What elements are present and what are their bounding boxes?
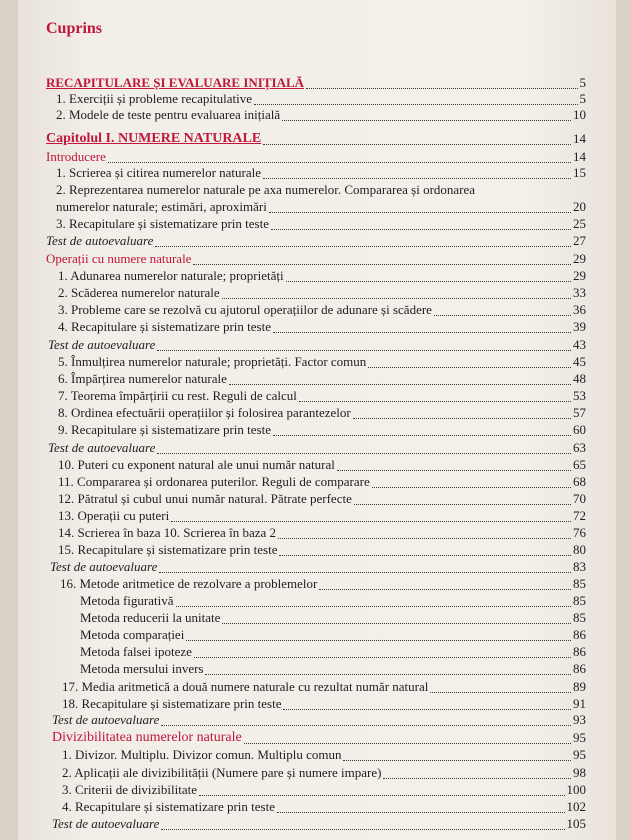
toc-entry-page-number: 76 xyxy=(573,525,586,540)
toc-entry-page-number: 53 xyxy=(573,388,586,403)
leader-dots xyxy=(269,198,571,213)
toc-entry-page-number: 14 xyxy=(573,149,586,164)
leader-dots xyxy=(273,318,571,333)
toc-entry-title: 17. Media aritmetică a două numere naturale cu rezultat număr natural xyxy=(62,679,429,694)
toc-entry xyxy=(0,711,610,729)
toc-entry-page-number: 29 xyxy=(573,268,586,283)
toc-entry-title: Test de autoevaluare xyxy=(48,337,156,352)
leader-dots xyxy=(186,626,571,641)
toc-entry-title: Test de autoevaluare xyxy=(46,233,154,248)
toc-entry-page-number: 86 xyxy=(573,661,586,676)
leader-dots xyxy=(306,74,577,89)
leader-dots xyxy=(155,232,571,247)
toc-entry xyxy=(0,301,610,319)
leader-dots xyxy=(161,815,564,830)
toc-entry-title: 11. Compararea și ordonarea puterilor. Reguli de comparare xyxy=(58,474,370,489)
toc-entry-page-number: 14 xyxy=(573,131,586,146)
toc-entry-title: 2. Aplicații ale divizibilității (Numere pare și numere impare) xyxy=(62,765,382,780)
toc-entry xyxy=(0,387,610,405)
leader-dots xyxy=(171,507,571,522)
toc-entry xyxy=(0,798,610,816)
toc-entry xyxy=(0,250,610,268)
toc-entry-page-number: 27 xyxy=(573,233,586,248)
toc-entry-title: 3. Criterii de divizibilitate xyxy=(62,782,198,797)
toc-entry-page-number: 10 xyxy=(573,107,586,122)
toc-entry xyxy=(0,232,610,250)
toc-entry xyxy=(0,609,610,627)
leader-dots xyxy=(205,660,571,675)
leader-dots xyxy=(354,490,571,505)
toc-entry xyxy=(0,215,610,233)
toc-entry-title: 8. Ordinea efectuării operațiilor și folosirea parantezelor xyxy=(58,405,351,420)
toc-entry-title: 3. Recapitulare și sistematizare prin teste xyxy=(56,216,269,231)
leader-dots xyxy=(434,301,571,316)
toc-entry-title: Test de autoevaluare xyxy=(52,816,160,831)
leader-dots xyxy=(193,250,571,265)
leader-dots xyxy=(286,267,571,282)
toc-entry-title: 13. Operații cu puteri xyxy=(58,508,170,523)
toc-entry-page-number: 85 xyxy=(573,593,586,608)
leader-dots xyxy=(254,90,577,105)
toc-entry-title: Test de autoevaluare xyxy=(50,559,158,574)
leader-dots xyxy=(263,164,571,179)
leader-dots xyxy=(263,130,571,145)
toc-entry-page-number: 102 xyxy=(566,799,586,814)
toc-entry xyxy=(0,318,610,336)
toc-entry-title: 4. Recapitulare și sistematizare prin teste xyxy=(58,319,271,334)
leader-dots xyxy=(372,473,571,488)
toc-entry-page-number: 36 xyxy=(573,302,586,317)
toc-entry-page-number: 20 xyxy=(573,199,586,214)
toc-entry-page-number: 83 xyxy=(573,559,586,574)
toc-entry-page-number: 100 xyxy=(566,782,586,797)
toc-entry-title: 16. Metode aritmetice de rezolvare a problemelor xyxy=(60,576,318,591)
toc-entry xyxy=(0,781,610,799)
toc-entry-page-number: 105 xyxy=(566,816,586,831)
leader-dots xyxy=(229,370,571,385)
leader-dots xyxy=(194,643,571,658)
toc-entry-page-number: 5 xyxy=(579,91,586,106)
toc-entry-title: 2. Modele de teste pentru evaluarea inițială xyxy=(56,107,281,122)
toc-entry xyxy=(0,336,610,354)
leader-dots xyxy=(108,148,571,163)
leader-dots xyxy=(353,404,571,419)
leader-dots xyxy=(337,456,571,471)
toc-entry-title: 4. Recapitulare și sistematizare prin teste xyxy=(62,799,275,814)
toc-entry-page-number: 65 xyxy=(573,457,586,472)
toc-entry xyxy=(0,198,610,216)
toc-entry-title: Metoda mersului invers xyxy=(80,661,204,676)
toc-entry-page-number: 5 xyxy=(579,75,586,90)
toc-entry-title: Metoda figurativă xyxy=(80,593,174,608)
toc-entry xyxy=(0,575,610,593)
leader-dots xyxy=(159,558,571,573)
toc-entry-page-number: 85 xyxy=(573,610,586,625)
toc-entry-title: 1. Adunarea numerelor naturale; proprietăți xyxy=(58,268,284,283)
toc-entry-title: 3. Probleme care se rezolvă cu ajutorul operațiilor de adunare și scădere xyxy=(58,302,432,317)
toc-entry xyxy=(0,456,610,474)
toc-entry-page-number: 39 xyxy=(573,319,586,334)
toc-entry-title: Capitolul I. NUMERE NATURALE xyxy=(46,131,262,146)
toc-entry xyxy=(0,592,610,610)
toc-entry xyxy=(0,404,610,422)
leader-dots xyxy=(430,678,571,693)
toc-entry xyxy=(0,660,610,678)
toc-entry-title: Metoda comparației xyxy=(80,627,185,642)
leader-dots xyxy=(319,575,571,590)
leader-dots xyxy=(157,336,571,351)
toc-entry-page-number: 98 xyxy=(573,765,586,780)
toc-entry xyxy=(0,284,610,302)
toc-entry-page-number: 89 xyxy=(573,679,586,694)
toc-entry-title: Operații cu numere naturale xyxy=(46,251,192,266)
page-title: Cuprins xyxy=(46,20,103,37)
toc-entry-page-number: 86 xyxy=(573,627,586,642)
toc-entry-page-number: 95 xyxy=(573,730,586,745)
leader-dots xyxy=(343,746,571,761)
toc-entry-page-number: 60 xyxy=(573,422,586,437)
toc-entry-title: 9. Recapitulare și sistematizare prin teste xyxy=(58,422,271,437)
toc-entry xyxy=(0,130,610,148)
toc-entry xyxy=(0,267,610,285)
toc-entry-title: Test de autoevaluare xyxy=(48,440,156,455)
toc-entry-title: 10. Puteri cu exponent natural ale unui număr natural xyxy=(58,457,335,472)
toc-entry-page-number: 43 xyxy=(573,337,586,352)
toc-entry xyxy=(0,473,610,491)
toc-entry-title: Test de autoevaluare xyxy=(52,712,160,727)
toc-entry-title: Metoda reducerii la unitate xyxy=(80,610,221,625)
toc-entry-page-number: 91 xyxy=(573,696,586,711)
toc-entry-page-number: 70 xyxy=(573,491,586,506)
leader-dots xyxy=(277,798,565,813)
toc-entry-page-number: 15 xyxy=(573,165,586,180)
toc-entry-title: 1. Exerciții și probleme recapitulative xyxy=(56,91,253,106)
leader-dots xyxy=(299,387,571,402)
toc-entry-title: 1. Divizor. Multiplu. Divizor comun. Multiplu comun xyxy=(62,747,342,762)
toc-entry-page-number: 72 xyxy=(573,508,586,523)
toc-entry-title: 18. Recapitulare și sistematizare prin teste xyxy=(62,696,282,711)
toc-entry xyxy=(0,370,610,388)
leader-dots xyxy=(199,781,564,796)
toc-entry-page-number: 33 xyxy=(573,285,586,300)
leader-dots xyxy=(244,729,571,744)
leader-dots xyxy=(176,592,572,607)
toc-entry-page-number: 68 xyxy=(573,474,586,489)
toc-entry xyxy=(0,678,610,696)
leader-dots xyxy=(283,695,571,710)
toc-entry xyxy=(0,764,610,782)
toc-entry-title: 6. Împărțirea numerelor naturale xyxy=(58,371,227,386)
toc-entry xyxy=(0,746,610,764)
toc-entry-title: 15. Recapitulare și sistematizare prin teste xyxy=(58,542,278,557)
toc-entry xyxy=(0,421,610,439)
leader-dots xyxy=(273,421,571,436)
toc-entry xyxy=(0,439,610,457)
toc-entry-title: 7. Teorema împărțirii cu rest. Reguli de calcul xyxy=(58,388,297,403)
toc-entry-title: 2. Reprezentarea numerelor naturale pe axa numerelor. Compararea și ordonarea xyxy=(56,182,476,197)
toc-entry-page-number: 80 xyxy=(573,542,586,557)
toc-entry-title: Metoda falsei ipoteze xyxy=(80,644,192,659)
leader-dots xyxy=(222,284,571,299)
toc-entry xyxy=(0,558,610,576)
leader-dots xyxy=(282,106,571,121)
toc-entry-page-number: 63 xyxy=(573,440,586,455)
toc-entry-title: 12. Pătratul și cubul unui număr natural. Pătrate perfecte xyxy=(58,491,352,506)
toc-entry-title: 1. Scrierea și citirea numerelor naturale xyxy=(56,165,262,180)
toc-entry-title: Introducere xyxy=(46,149,106,164)
toc-entry-page-number: 86 xyxy=(573,644,586,659)
toc-entry-title: 2. Scăderea numerelor naturale xyxy=(58,285,220,300)
leader-dots xyxy=(161,711,571,726)
leader-dots xyxy=(368,353,571,368)
toc-entry xyxy=(0,815,610,833)
toc-entry-page-number: 48 xyxy=(573,371,586,386)
toc-entry-title: numerelor naturale; estimări, aproximări xyxy=(56,199,267,214)
toc-entry xyxy=(0,164,610,182)
toc-entry-page-number: 57 xyxy=(573,405,586,420)
toc-entry xyxy=(0,106,610,124)
toc-entry xyxy=(0,524,610,542)
leader-dots xyxy=(222,609,571,624)
toc-entry xyxy=(0,626,610,644)
toc-entry xyxy=(0,643,610,661)
leader-dots xyxy=(383,764,571,779)
toc-entry-page-number: 95 xyxy=(573,747,586,762)
toc-entry-page-number: 25 xyxy=(573,216,586,231)
toc-entry-page-number: 85 xyxy=(573,576,586,591)
leader-dots xyxy=(279,541,571,556)
toc-entry-page-number: 29 xyxy=(573,251,586,266)
toc-entry xyxy=(0,181,610,199)
leader-dots xyxy=(278,524,571,539)
toc-entry xyxy=(0,353,610,371)
toc-entry-title: Divizibilitatea numerelor naturale xyxy=(52,730,242,745)
toc-entry-title: 5. Înmulțirea numerelor naturale; proprietăți. Factor comun xyxy=(58,354,367,369)
toc-entry-title: 14. Scrierea în baza 10. Scrierea în baza 2 xyxy=(58,525,277,540)
leader-dots xyxy=(271,215,571,230)
toc-entry-title: RECAPITULARE ȘI EVALUARE INIȚIALĂ xyxy=(46,75,305,90)
toc-entry xyxy=(0,729,610,747)
toc-entry-page-number: 93 xyxy=(573,712,586,727)
leader-dots xyxy=(157,439,571,454)
toc-entry-page-number: 45 xyxy=(573,354,586,369)
toc-entry xyxy=(0,507,610,525)
toc-entry xyxy=(0,541,610,559)
toc-entry xyxy=(0,490,610,508)
